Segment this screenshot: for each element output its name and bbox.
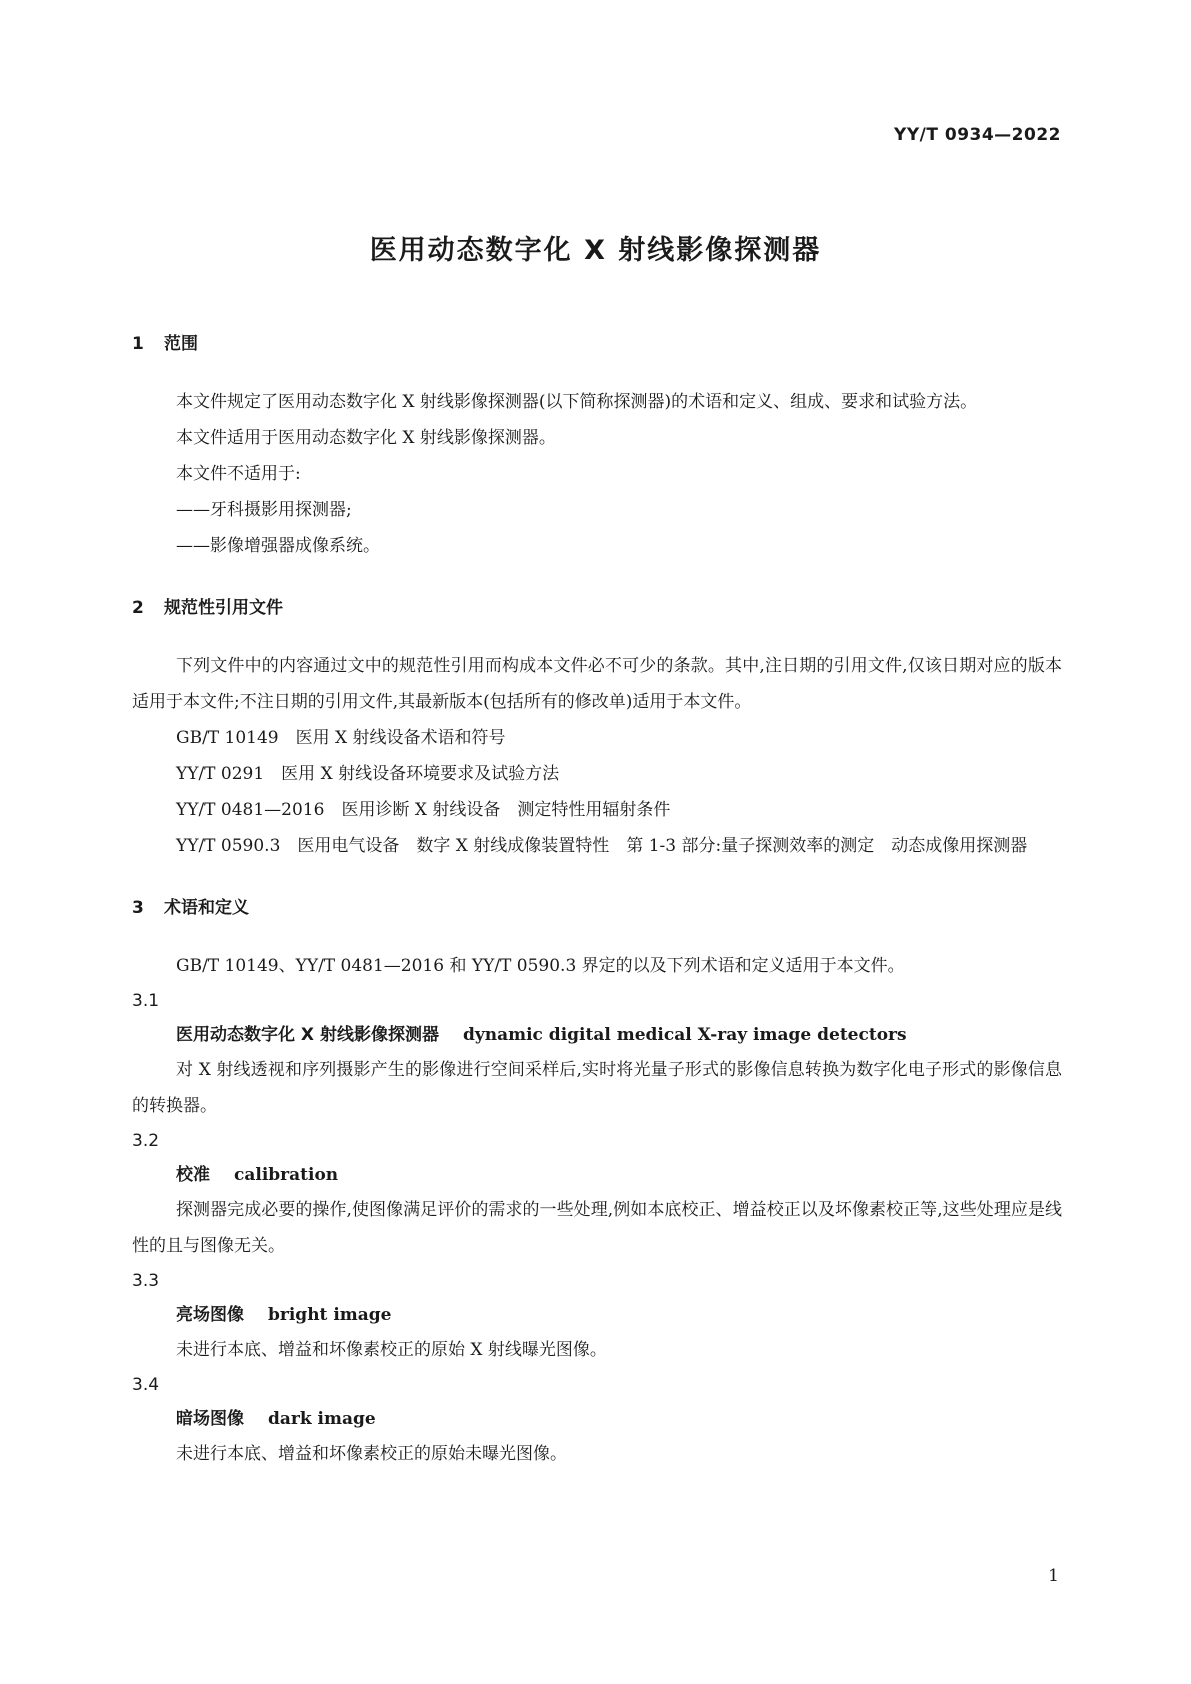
term-title [132, 1298, 1062, 1332]
term-chinese: 校准 [176, 1165, 210, 1185]
section-title: 范围 [164, 334, 198, 354]
reference-item: YY/T 0291 医用 X 射线设备环境要求及试验方法 [176, 764, 560, 784]
term-chinese: 暗场图像 [176, 1409, 244, 1429]
term-chinese: 医用动态数字化 X 射线影像探测器 [176, 1025, 439, 1045]
section-number: 1 [132, 334, 144, 354]
term-title [132, 1158, 1062, 1192]
reference-item: YY/T 0481—2016 医用诊断 X 射线设备 测定特性用辐射条件 [176, 800, 671, 820]
term-english: calibration [234, 1165, 339, 1185]
term-english: dynamic digital medical X-ray image detectors [462, 1025, 907, 1045]
section-number: 3 [132, 898, 144, 918]
list-item: ——影像增强器成像系统。 [176, 536, 380, 556]
section-3-heading [132, 894, 1062, 922]
term-title [132, 1018, 1062, 1052]
standard-number: YY/T 0934—2022 [894, 125, 1061, 145]
term-entry [132, 1124, 1062, 1264]
term-title [132, 1402, 1062, 1436]
term-entry [132, 984, 1062, 1124]
reference-item: GB/T 10149 医用 X 射线设备术语和符号 [176, 728, 506, 748]
section-2-heading [132, 594, 1062, 622]
term-definition: 探测器完成必要的操作,使图像满足评价的需求的一些处理,例如本底校正、增益校正以及坏像素校正等,这些处理应是线性的且与图像无关。 [132, 1200, 1062, 1256]
term-definition: 未进行本底、增益和坏像素校正的原始未曝光图像。 [176, 1444, 567, 1464]
paragraph: 本文件适用于医用动态数字化 X 射线影像探测器。 [176, 428, 556, 448]
term-entry [132, 1368, 1062, 1472]
term-definition: 未进行本底、增益和坏像素校正的原始 X 射线曝光图像。 [176, 1340, 607, 1360]
term-number: 3.2 [132, 1131, 160, 1151]
section-title: 规范性引用文件 [164, 598, 283, 618]
document-title: 医用动态数字化 X 射线影像探测器 [369, 235, 822, 266]
term-english: dark image [268, 1409, 376, 1429]
term-number: 3.1 [132, 991, 160, 1011]
term-number: 3.4 [132, 1375, 160, 1395]
term-entry [132, 1264, 1062, 1368]
paragraph: 本文件规定了医用动态数字化 X 射线影像探测器(以下简称探测器)的术语和定义、组成、要求和试验方法。 [176, 392, 978, 412]
paragraph: GB/T 10149、YY/T 0481—2016 和 YY/T 0590.3 界定的以及下列术语和定义适用于本文件。 [176, 956, 905, 976]
term-english: bright image [268, 1305, 392, 1325]
term-number: 3.3 [132, 1271, 160, 1291]
paragraph: 下列文件中的内容通过文中的规范性引用而构成本文件必不可少的条款。其中,注日期的引用文件,仅该日期对应的版本适用于本文件;不注日期的引用文件,其最新版本(包括所有的修改单)适用于本文件。 [132, 656, 1062, 712]
section-title: 术语和定义 [164, 898, 249, 918]
section-number: 2 [132, 598, 144, 618]
section-1-heading [132, 330, 1062, 358]
page-number: 1 [1048, 1566, 1059, 1586]
reference-item: YY/T 0590.3 医用电气设备 数字 X 射线成像装置特性 第 1-3 部分:量子探测效率的测定 动态成像用探测器 [176, 836, 1028, 856]
paragraph: 本文件不适用于: [176, 464, 301, 484]
term-chinese: 亮场图像 [176, 1305, 244, 1325]
list-item: ——牙科摄影用探测器; [176, 500, 352, 520]
term-definition: 对 X 射线透视和序列摄影产生的影像进行空间采样后,实时将光量子形式的影像信息转换为数字化电子形式的影像信息的转换器。 [132, 1060, 1062, 1116]
document-body [132, 330, 1062, 1472]
